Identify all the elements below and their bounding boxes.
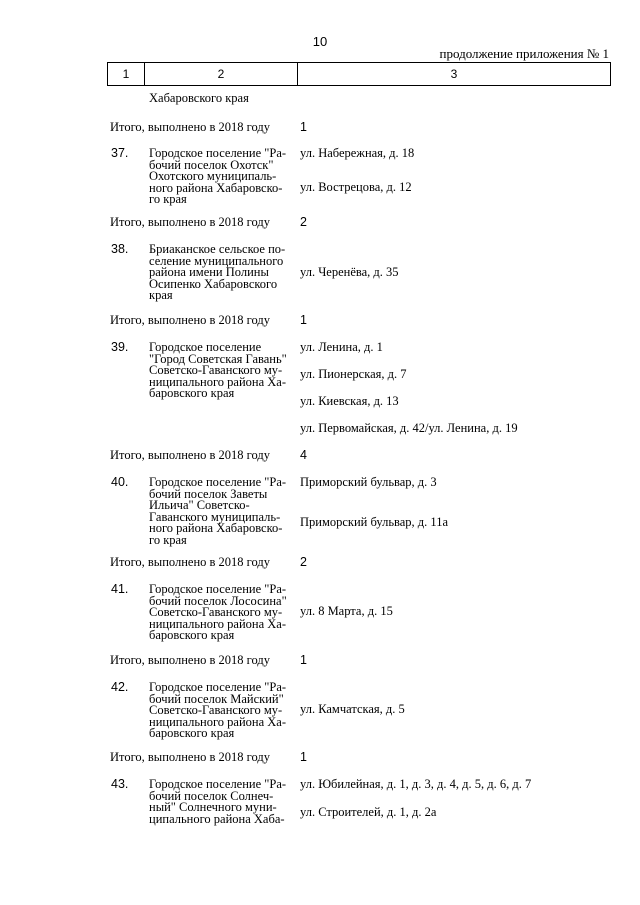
annex-title: продолжение приложения № 1 [439, 46, 609, 61]
entry-name: Городское поселение "Ра- бочий поселок Заветы Ильича" Советско- Гаванского муниципаль- ного района Хабаровско- го края [149, 475, 287, 547]
column-header-1: 1 [108, 63, 145, 86]
total-value: 1 [300, 750, 307, 764]
entry-address: ул. Киевская, д. 13 [300, 394, 399, 408]
total-label: Итого, выполнено в 2018 году [110, 653, 270, 667]
carry-over-text: Хабаровского края [149, 91, 249, 105]
entry-number: 38. [111, 242, 129, 256]
entry-address: ул. Набережная, д. 18 [300, 146, 415, 160]
total-value: 4 [300, 448, 307, 462]
total-value: 2 [300, 555, 307, 569]
column-header-row [108, 63, 611, 86]
entry-number: 39. [111, 340, 129, 354]
entry-name: Бриаканское сельское по- селение муниципального района имени Полины Осипенко Хабаровского края [149, 242, 286, 302]
entry-address: ул. Черенёва, д. 35 [300, 265, 399, 279]
page-number: 10 [312, 34, 328, 49]
entry-address: ул. Строителей, д. 1, д. 2а [300, 805, 437, 819]
total-label: Итого, выполнено в 2018 году [110, 448, 270, 462]
entry-address: ул. Камчатская, д. 5 [300, 702, 405, 716]
entry-address: ул. Пионерская, д. 7 [300, 367, 407, 381]
entry-name: Городское поселение "Ра- бочий поселок Солнеч- ный" Солнечного муни- ципального района Хаба- [149, 777, 287, 826]
total-label: Итого, выполнено в 2018 году [110, 750, 270, 764]
entry-name: Городское поселение "Ра- бочий поселок Охотск" Охотского муниципаль- ного района Хабаровско- го края [149, 146, 287, 206]
entry-number: 41. [111, 582, 129, 596]
entry-address: ул. Ленина, д. 1 [300, 340, 383, 354]
column-header-table [107, 62, 611, 86]
entry-address: ул. 8 Марта, д. 15 [300, 604, 393, 618]
total-value: 1 [300, 120, 307, 134]
total-label: Итого, выполнено в 2018 году [110, 120, 270, 134]
entry-number: 37. [111, 146, 129, 160]
entry-address: ул. Первомайская, д. 42/ул. Ленина, д. 19 [300, 421, 518, 435]
entry-name: Городское поселение "Город Советская Гавань" Советско-Гаванского му- ниципального района Ха- баровского края [149, 340, 287, 400]
entry-address: Приморский бульвар, д. 11а [300, 515, 449, 529]
total-value: 1 [300, 313, 307, 327]
entry-name: Городское поселение "Ра- бочий поселок Майский" Советско-Гаванского му- ниципального района Ха- баровского края [149, 680, 287, 740]
total-label: Итого, выполнено в 2018 году [110, 313, 270, 327]
total-label: Итого, выполнено в 2018 году [110, 215, 270, 229]
total-value: 1 [300, 653, 307, 667]
entry-number: 42. [111, 680, 129, 694]
entry-number: 43. [111, 777, 129, 791]
entry-address: Приморский бульвар, д. 3 [300, 475, 437, 489]
entry-address: ул. Юбилейная, д. 1, д. 3, д. 4, д. 5, д. 6, д. 7 [300, 777, 532, 791]
column-header-3: 3 [298, 63, 611, 86]
total-value: 2 [300, 215, 307, 229]
column-header-2: 2 [145, 63, 298, 86]
entry-name: Городское поселение "Ра- бочий поселок Лососина" Советско-Гаванского му- ниципального района Ха- баровского края [149, 582, 287, 642]
total-label: Итого, выполнено в 2018 году [110, 555, 270, 569]
entry-number: 40. [111, 475, 129, 489]
entry-address: ул. Вострецова, д. 12 [300, 180, 412, 194]
